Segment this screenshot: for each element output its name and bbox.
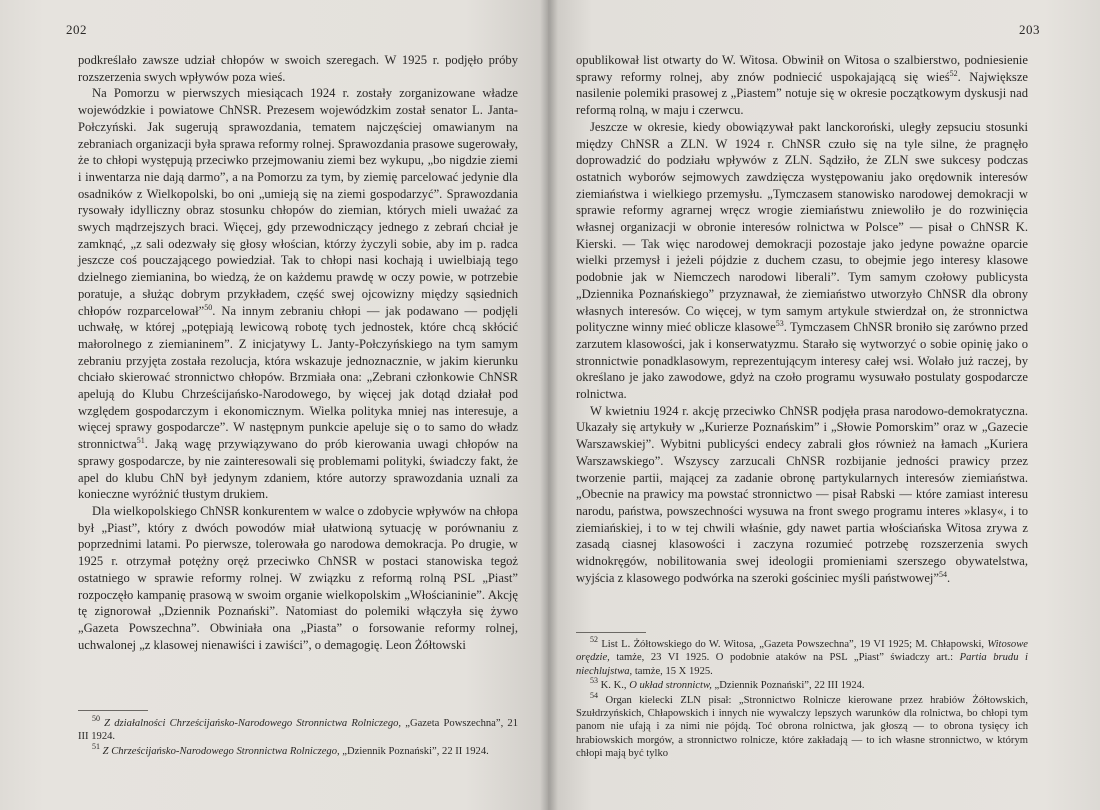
paragraph [78,52,518,85]
paragraph [576,119,1028,403]
footnote [78,741,518,758]
paragraph-text: . Jaką wagę przywiązywano do prób kierowania uwagi chłopów na sprawy gospodarcze, by nie zainteresowali się problemami polityki, świadczy fakt, że apel do klubu ChN był jedynym zdaniem, które autorzy sprawozdania uznali za konieczne wyróżnić tłustym drukiem. [78,437,518,502]
paragraph-text: W kwietniu 1924 r. akcję przeciwko ChNSR podjęła prasa narodowo-demokratyczna. Ukazały się artykuły w „Kurierze Poznańskim” i „Słowie Pomorskim” oraz w „Gazecie Warszawskiej”. Wybitni publicyści endecy zabrali głos również na łamach „Kuriera Warszawskiego”. Wszyscy zarzucali ChNSR rozbijanie jedności prawicy przez tworzenie partii, mającej za zadanie obronę partykularnych interesów ziemiaństwa. „Obecnie na prawicy ma powstać stronnictwo — pisał Rabski — które zamiast interesu narodu, państwa, powszechności wysuwa na front swego programu interes »klasy«, i to ziemiańskiej, i to w tej chwili właśnie, gdy nawet partia włościańska Witosa zrywa z zasadą ciasnej klasowości i zaczyna rozumieć potrzebę rozszerzenia swych widnokręgów, nobilitowania swej ideologii promieniami szerszego obywatelstwa, wyjścia z klasowego podwórka na szeroki gościniec myśli państwowej” [576,403,1028,585]
footnote-marker: 51 [136,436,145,446]
paragraph-text: Dla wielkopolskiego ChNSR konkurentem w walce o zdobycie wpływów na chłopa był „Piast”, który z dwóch powodów miał ułatwioną sytuację w porównaniu z poprzednimi latami. Po pierwsze, tolerowała go narodowa demokracja. Po drugie, w 1925 r. otrzymał potężny oręż przeciwko ChNSR w postaci stanowiska tegoż ostatniego w sprawie reformy rolnej. W związku z reformą rolną PSL „Piast” rozpoczęło kampanię prasową w swoim organie wielkopolskim „Włościaninie”. Akcję tę zignorował „Dziennik Poznański”. Natomiast do polemiki włączyła się żywo „Gazeta Powszechna”. Obwiniała ona „Piasta” o forsowanie reformy rolnej, uchwalonej „z klasowej nienawiści i zawiści”, o demagogię. Leon Żółtowski [78,503,518,652]
paragraph [576,52,1028,119]
right-page [548,0,1100,810]
footnotes [78,714,518,759]
footnote-title: Z działalności Chrześcijańsko-Narodowego Stronnictwa Rolniczego, [104,718,402,729]
footnote-marker: 52 [590,635,598,644]
footnote-text: tamże, 23 VI 1925. O podobnie ataków na PSL „Piast” świadczy art.: [609,652,960,664]
footnote-text: „Gazeta Powszechna”, 21 III 1924. [78,718,518,743]
paragraph-text: . [947,570,951,585]
footnote-rule [78,710,148,711]
paragraph-text: . Na innym zebraniu chłopi — jak podawano — podjęli uchwałę, w której „potępiają lewicową robotę tych jednostek, które chcą skłócić małorolnego z ziemianinem”. Z inicjatywy L. Janty-Połczyńskiego na tym samym zebraniu przyjęta została rezolucja, która wskazuje jednoznacznie, w jakim kierunku chciało skierować stronnictwo chłopów. Brzmiała ona: „Zebrani członkowie ChNSR apelują do Klubu Chrześcijańsko-Narodowego, by więcej jak dotąd działał pod względem gospodarczym i ekonomicznym. Wielka polityka mniej nas interesuje, a więcej sprawy gospodarcze”. W następnym punkcie apeluje się o to samo do władz stronnictwa [78,303,519,452]
page-number: 203 [1019,22,1040,37]
paragraph [78,85,518,503]
footnote-title: Z Chrześcijańsko-Narodowego Stronnictwa Rolniczego, [102,745,340,757]
footnotes [576,635,1028,762]
left-page [0,0,548,810]
paragraph-text: . Tymczasem ChNSR broniło się zarówno przed zarzutem klasowości, jak i konserwatyzmu. Starało się wytworzyć o sobie opinię jako o stronnictwie ponadklasowym, reprezentującym interesy całej wsi. Wolało już raczej, by określano je jako zawodowe, gdyż na czoło programu wysuwało postulaty gospodarcze rolnictwa. [576,320,1028,402]
footnote-marker: 51 [92,741,100,751]
footnote-marker: 50 [92,714,100,723]
page-number: 202 [66,22,87,37]
footnote-text: „Dziennik Poznański”, 22 II 1924. [339,745,489,757]
paragraph-text: opublikował list otwarty do W. Witosa. Obwinił on Witosa o szalbierstwo, podniesienie sprawy reformy rolnej, aby znów podniecić uspokajającą się wieś [576,53,1028,84]
footnote-text: Organ kielecki ZLN pisał: „Stronnictwo Rolnicze kierowane przez hrabiów Żółtowskich, Szułdrzyńskich, Chłapowskich i innych nie wywalczy lepszych warunków dla rolnictwa, bo chłopi tym panom nie ufają i za nimi nie pójdą. Toć obrona rolnictwa, jak głoszą — to obrona tysięcy ich hrabiowskich morgów, a stronnictwo rolnicze, które zakładają — to ich własne stronnictwo, w którym chłopi mają być tylko [576,694,1028,760]
footnote [576,676,1028,692]
paragraph-text: Na Pomorzu w pierwszych miesiącach 1924 r. zostały zorganizowane władze wojewódzkie i powiatowe ChNSR. Prezesem wojewódzkim został senator L. Janta-Połczyński. Jak sugerują sprawozdania, tematem najczęściej omawianym na zebraniach organizacji była sprawa reformy rolnej. Sprawozdania prasowe sugerowały, że to chłopi występują przeciwko przejmowaniu ziemi bez wykupu, „bo nigdzie ziemi i inwentarza nie dają darmo”, a na Pomorzu za tym, by ziemię parcelować jedynie dla osadników z Wielkopolski, bo oni „umieją się na ziemi gospodarzyć”. Sprawozdania rysowały idylliczny obraz stosunku chłopów do ziemian, których mieli uważać za swych mądrzejszych braci. Więcej, gdy przewodniczący jednego z zebrań chciał je zamknąć, „z sali odezwały się głosy włościan, którzy życzyli sobie, aby im p. radca jeszcze coś pouczającego powiedział. Tak to chłopi nasi kochają i uwielbiają tego dzielnego ziemianina, bo wiedzą, że on każdemu prawdę w oczy powie, w potrzebie poratuje, a służąc dobrym przykładem, część swej ojcowizny między sąsiednich chłopów rozparcelował” [78,86,518,318]
footnote-text: List L. Żółtowskiego do W. Witosa, „Gazeta Powszechna”, 19 VI 1925; M. Chłapowski, [601,639,988,650]
footnote-rule [576,632,646,633]
paragraph-text: . Największe nasilenie polemiki prasowej z „Piastem” notuje się w okresie początkowym dyskusji nad reformą rolną, w maju i czerwcu. [576,69,1029,118]
footnote-marker: 54 [590,690,598,700]
footnote-marker: 53 [775,319,784,329]
paragraph-text: podkreślało zawsze udział chłopów w swoich szeregach. W 1925 r. podjęło próby rozszerzenia swych wpływów poza wieś. [78,53,518,84]
footnote-marker: 53 [590,676,598,686]
footnote-marker: 54 [939,569,948,579]
footnote [78,714,518,744]
footnote-text: tamże, 15 X 1925. [632,665,713,677]
book-gutter [540,0,558,810]
footnote-marker: 52 [949,68,958,78]
footnote-title: Partia brudu i niechlujstwa, [576,652,1028,677]
footnote [576,635,1028,678]
main-text [78,52,518,653]
footnote-marker: 50 [204,302,213,312]
footnote [576,690,1028,761]
footnote-title: Witosowe orędzie, [576,639,1028,664]
footnote-text: „Dziennik Poznański”, 22 III 1924. [711,680,865,692]
footnote-text: K. K., [600,680,630,692]
paragraph [576,403,1028,587]
main-text [576,52,1028,587]
paragraph [78,503,518,653]
footnote-title: O układ stronnictw, [629,680,712,692]
paragraph-text: Jeszcze w okresie, kiedy obowiązywał pakt lanckoroński, uległy zepsuciu stosunki między ChNSR a ZLN. W 1924 r. ChNSR czuło się na tyle silne, że pragnęło doprowadzić do podziału wpływów z ZLN. Sądziło, że ZLN swe sukcesy podczas ostatnich wyborów sejmowych zawdzięcza występowaniu jako orędownik interesów ziemiaństwa i wielkiego przemysłu. „Tymczasem stanowisko narodowej demokracji w sprawie reformy agrarnej wręcz wrogie ziemiaństwu zniewoliło je do rozwinięcia własnej organizacji w obronie interesów rolnictwa w Polsce” — pisał o ChNSR K. Kierski. — Tak więc narodowej demokracji pozostaje jako jedyne poważne oparcie wielki przemysł i jeżeli pójdzie z duchem czasu, to obejmie jego interesy klasowe podobnie jak w Niemczech narodowi liberali”. Tym samym czołowy publicysta „Dziennika Poznańskiego” przyznawał, że ziemiaństwo utworzyło ChNSR dla obrony własnych interesów. Co więcej, w tym samym artykule stwierdzał on, że stronnictwa polityczne winny mieć oblicze klasowe [576,119,1028,335]
